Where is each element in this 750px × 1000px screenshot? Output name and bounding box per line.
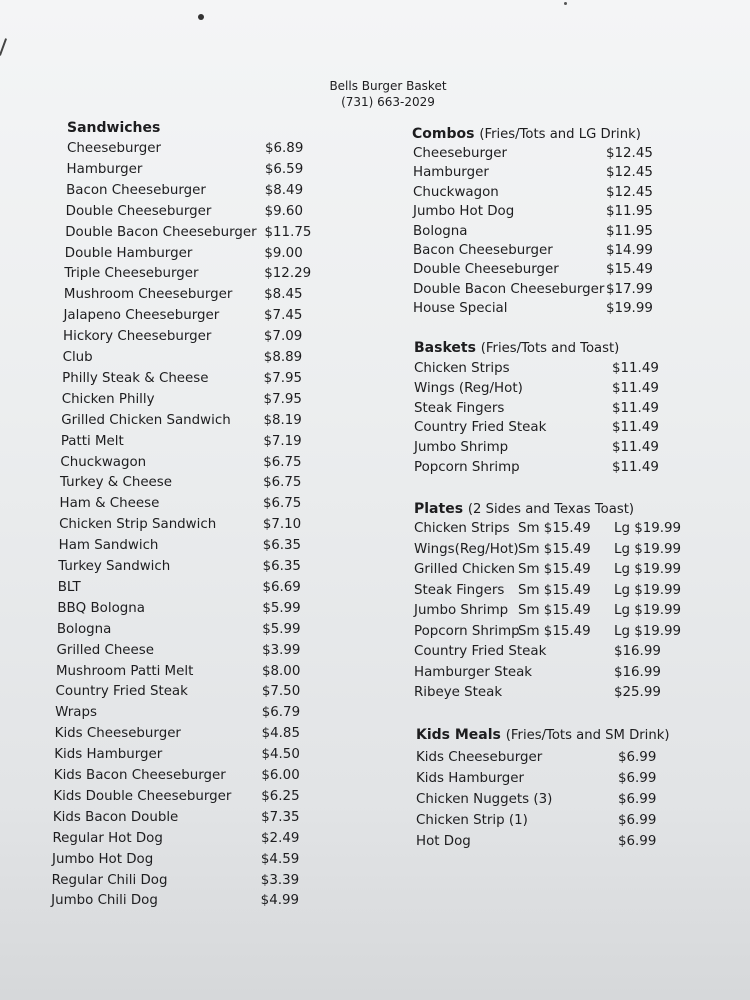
item-name: Chuckwagon [413,184,499,200]
item-price: $2.49 [261,830,300,846]
ink-dot [198,14,204,20]
item-name: Double Hamburger [64,245,193,261]
item-price: $11.49 [612,460,659,475]
item-name: Grilled Chicken [414,562,515,577]
item-price: $6.75 [263,475,302,491]
item-name: Hot Dog [416,834,471,849]
item-name: Chicken Strips [414,521,510,536]
section-title-text: Combos [412,126,475,142]
item-name: Philly Steak & Cheese [62,370,209,386]
item-price: $7.19 [263,433,302,449]
item-price: $4.59 [260,851,300,867]
item-name: Jumbo Shrimp [414,603,509,618]
item-price: $9.00 [264,245,303,261]
item-name: Country Fried Steak [414,644,547,659]
item-name: Grilled Chicken Sandwich [61,412,231,428]
item-name: Hamburger [66,161,143,177]
item-price: $17.99 [606,281,653,297]
item-large-price: $16.99 [614,644,661,659]
item-price: $11.95 [606,223,653,239]
item-name: Jumbo Shrimp [414,440,509,456]
item-name: Turkey & Cheese [59,475,173,491]
item-price: $7.50 [261,684,301,700]
item-price: $11.75 [264,224,312,240]
item-price: $12.45 [606,184,653,200]
item-price: $11.49 [612,380,659,396]
item-name: Country Fried Steak [55,684,188,700]
item-name: Double Cheeseburger [65,203,212,219]
section-title-text: Kids Meals [416,727,501,743]
item-price: $6.99 [618,834,657,849]
item-name: Kids Double Cheeseburger [53,788,232,804]
item-price: $7.45 [264,308,303,324]
item-price: $6.35 [262,559,301,574]
item-name: Hamburger [413,165,489,181]
item-name: Chicken Strips [414,361,510,376]
section-title-text: Baskets [414,340,476,356]
item-price: $9.60 [264,203,303,219]
item-price: $7.95 [263,391,302,407]
item-name: Popcorn Shrimp [414,460,520,475]
item-name: Bacon Cheeseburger [66,182,206,198]
item-name: Jalapeno Cheeseburger [63,308,220,324]
item-large-price: Lg $19.99 [614,541,682,557]
item-name: BLT [57,579,81,595]
restaurant-phone: (731) 663-2029 [341,95,435,109]
item-price: $19.99 [606,301,653,317]
item-price: $4.50 [261,747,300,763]
item-large-price: $16.99 [614,664,661,680]
item-price: $6.00 [261,768,300,783]
item-name: Kids Bacon Cheeseburger [53,768,226,783]
section-title [414,340,619,356]
menu-header [0,78,750,110]
item-name: House Special [413,301,508,317]
item-price: $11.49 [612,400,659,416]
item-price: $6.75 [263,454,302,470]
item-name: Hickory Cheeseburger [63,329,212,345]
item-name: Ham & Cheese [59,496,160,512]
item-price: $8.49 [264,182,304,198]
item-name: Country Fried Steak [414,420,547,436]
item-price: $8.00 [262,663,301,679]
item-name: Double Bacon Cheeseburger [413,281,605,297]
item-price: $5.99 [262,621,301,637]
item-name: Double Bacon Cheeseburger [65,224,257,240]
item-price: $4.85 [261,726,300,742]
item-large-price: Lg $19.99 [614,562,682,577]
item-price: $6.99 [618,771,657,786]
item-price: $6.69 [262,579,301,595]
item-price: $6.79 [261,705,301,721]
item-name: Mushroom Patti Melt [56,663,194,679]
item-price: $5.99 [262,600,301,616]
item-name: Double Cheeseburger [413,262,559,278]
item-price: $6.99 [618,792,657,807]
item-price: $11.49 [612,420,659,436]
item-name: Popcorn Shrimp [414,623,520,639]
item-name: Chicken Philly [61,391,155,407]
item-price: $6.89 [265,141,304,156]
item-name: Chuckwagon [60,454,147,470]
item-price: $12.29 [264,266,312,282]
section-title [414,501,634,517]
item-price: $7.95 [263,370,303,386]
item-price: $6.59 [264,161,304,177]
section-title: Sandwiches [67,120,161,136]
item-name: Chicken Strip Sandwich [59,517,217,533]
item-name: Mushroom Cheeseburger [63,287,233,303]
item-name: Cheeseburger [413,146,508,161]
item-name: Kids Cheeseburger [416,750,543,765]
item-price: $6.75 [262,496,302,512]
item-large-price: $25.99 [614,685,661,700]
item-price: $8.89 [263,350,303,365]
item-small-price: Sm $15.49 [518,603,591,618]
item-price: $7.10 [262,517,302,533]
item-small-price: Sm $15.49 [518,562,591,577]
ink-dot [564,2,567,5]
item-price: $4.99 [260,893,300,909]
pen-mark [0,38,7,56]
section-note: (Fries/Tots and Toast) [480,341,620,356]
item-price: $15.49 [606,262,653,278]
item-price: $7.35 [261,809,300,825]
item-name: Steak Fingers [414,582,505,598]
item-name: Chicken Strip (1) [416,813,528,828]
item-name: Hamburger Steak [414,664,533,680]
item-price: $8.45 [264,287,303,303]
item-large-price: Lg $19.99 [614,521,682,536]
item-name: Turkey Sandwich [58,559,171,574]
section-note: (Fries/Tots and LG Drink) [479,127,641,142]
item-price: $6.99 [618,750,657,765]
item-name: Jumbo Chili Dog [51,893,158,909]
item-name: Chicken Nuggets (3) [416,792,553,807]
item-price: $12.45 [606,165,653,181]
item-large-price: Lg $19.99 [614,623,682,639]
item-name: Kids Cheeseburger [54,726,181,742]
item-price: $3.99 [262,642,301,658]
item-name: Kids Bacon Double [52,809,179,825]
item-name: Jumbo Hot Dog [52,851,154,867]
item-price: $11.49 [612,361,659,376]
item-price: $14.99 [606,243,653,258]
item-large-price: Lg $19.99 [614,582,682,598]
restaurant-name: Bells Burger Basket [329,79,447,93]
item-name: Regular Hot Dog [52,830,163,846]
item-price: $11.49 [612,440,659,456]
item-name: Cheeseburger [67,141,162,156]
item-name: Grilled Cheese [56,642,155,658]
item-name: Club [62,350,93,365]
item-price: $7.09 [263,329,303,345]
item-small-price: Sm $15.49 [518,521,591,536]
item-price: $8.19 [263,412,302,428]
item-name: Patti Melt [60,433,124,449]
item-name: Wings (Reg/Hot) [414,380,523,396]
item-name: Triple Cheeseburger [64,266,199,282]
section-note: (Fries/Tots and SM Drink) [505,728,670,743]
item-small-price: Sm $15.49 [518,623,591,639]
item-name: Steak Fingers [414,400,505,416]
item-name: BBQ Bologna [57,600,145,616]
item-name: Jumbo Hot Dog [413,204,515,220]
item-large-price: Lg $19.99 [614,603,682,618]
item-name: Ham Sandwich [58,538,159,554]
item-name: Wings(Reg/Hot) [414,541,519,557]
item-name: Kids Hamburger [54,747,163,763]
item-name: Bologna [413,223,468,239]
item-name: Wraps [55,705,97,721]
item-name: Ribeye Steak [414,685,503,700]
item-name: Regular Chili Dog [51,872,168,888]
item-small-price: Sm $15.49 [518,582,591,598]
item-price: $11.95 [606,204,653,220]
section-title [412,126,641,142]
section-title-text: Plates [414,501,464,517]
item-small-price: Sm $15.49 [518,541,591,557]
item-price: $6.25 [261,788,300,804]
item-name: Kids Hamburger [416,771,525,786]
section-title [416,727,670,743]
item-price: $12.45 [606,146,653,161]
section-note: (2 Sides and Texas Toast) [467,502,635,517]
item-price: $6.35 [262,538,302,554]
item-price: $6.99 [618,813,657,828]
item-name: Bologna [56,621,112,637]
item-price: $3.39 [260,872,300,888]
item-name: Bacon Cheeseburger [413,243,553,258]
